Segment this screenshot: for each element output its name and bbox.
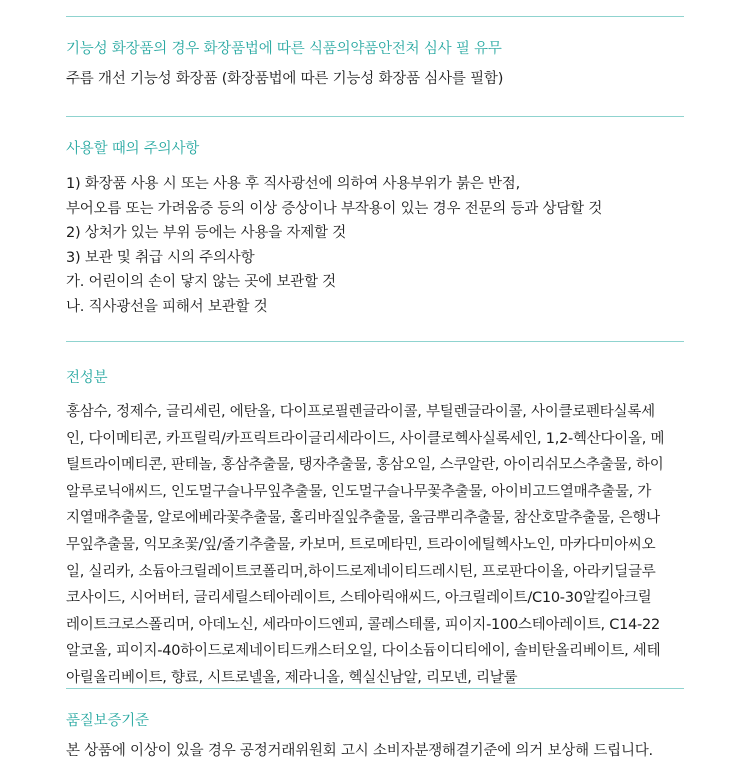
ingredients-line: 틸트라이메티콘, 판테놀, 홍삼추출물, 탱자추출물, 홍삼오일, 스쿠알란, 아이리쉬모스추출물, 하이 — [66, 457, 664, 474]
quality-section — [66, 712, 686, 760]
ingredients-line: 아릴올리베이트, 향료, 시트로넬올, 제라니올, 헥실신남알, 리모넨, 리날룰 — [66, 669, 518, 686]
section-divider — [66, 688, 684, 689]
quality-heading: 품질보증기준 — [66, 713, 149, 729]
functional-review-heading: 기능성 화장품의 경우 화장품법에 따른 식품의약품안전처 심사 필 유무 — [66, 41, 502, 57]
section-divider — [66, 116, 684, 117]
cautions-list — [66, 172, 686, 319]
quality-text: 본 상품에 이상이 있을 경우 공정거래위원회 고시 소비자분쟁해결기준에 의거 보상해 드립니다. — [66, 743, 653, 759]
caution-line: 2) 상처가 있는 부위 등에는 사용을 자제할 것 — [66, 225, 347, 241]
caution-line: 가. 어린이의 손이 닿지 않는 곳에 보관할 것 — [66, 274, 336, 290]
ingredients-line: 무잎추출물, 익모초꽃/잎/줄기추출물, 카보머, 트로메타민, 트라이에틸헥사노인, 마카다미아씨오 — [66, 536, 656, 553]
ingredients-line: 알코올, 피이지-40하이드로제네이티드캐스터오일, 다이소듐이디티에이, 솔비탄올리베이트, 세테 — [66, 643, 661, 660]
ingredients-line: 인, 다이메티콘, 카프릴릭/카프릭트라이글리세라이드, 사이클로헥사실록세인, 1,2-헥산다이올, 메 — [66, 430, 665, 447]
ingredients-line: 레이트크로스폴리머, 아데노신, 세라마이드엔피, 콜레스테롤, 피이지-100스테아레이트, C14-22 — [66, 616, 660, 633]
caution-line: 부어오름 또는 가려움증 등의 이상 증상이나 부작용이 있는 경우 전문의 등과 상담할 것 — [66, 200, 603, 217]
cautions-heading: 사용할 때의 주의사항 — [66, 141, 200, 157]
ingredients-line: 홍삼수, 정제수, 글리세린, 에탄올, 다이프로필렌글라이콜, 부틸렌글라이콜, 사이클로펜타실록세 — [66, 404, 655, 420]
ingredients-heading: 전성분 — [66, 370, 108, 386]
ingredients-list — [66, 399, 686, 692]
section-divider — [66, 16, 684, 17]
caution-line: 1) 화장품 사용 시 또는 사용 후 직사광선에 의하여 사용부위가 붉은 반점, — [66, 176, 520, 192]
caution-line: 3) 보관 및 취급 시의 주의사항 — [66, 249, 255, 266]
ingredients-line: 일, 실리카, 소듐아크릴레이트코폴리머,하이드로제네이티드레시틴, 프로판다이올, 아라키딜글루 — [66, 563, 656, 580]
ingredients-line: 지열매추출물, 알로에베라꽃추출물, 홀리바질잎추출물, 울금뿌리추출물, 참산호말추출물, 은행나 — [66, 510, 660, 527]
section-divider — [66, 341, 684, 342]
cautions-section — [66, 140, 686, 319]
ingredients-line: 알루로닉애씨드, 인도멀구슬나무잎추출물, 인도멀구슬나무꽃추출물, 아이비고드열매추출물, 가 — [66, 483, 652, 500]
ingredients-line: 코사이드, 시어버터, 글리세릴스테아레이트, 스테아릭애씨드, 아크릴레이트/C10-30알킬아크릴 — [66, 590, 652, 607]
caution-line: 나. 직사광선을 피해서 보관할 것 — [66, 298, 268, 315]
functional-review-text: 주름 개선 기능성 화장품 (화장품법에 따른 기능성 화장품 심사를 필함) — [66, 71, 504, 87]
functional-review-section — [66, 40, 686, 88]
ingredients-section — [66, 369, 686, 692]
